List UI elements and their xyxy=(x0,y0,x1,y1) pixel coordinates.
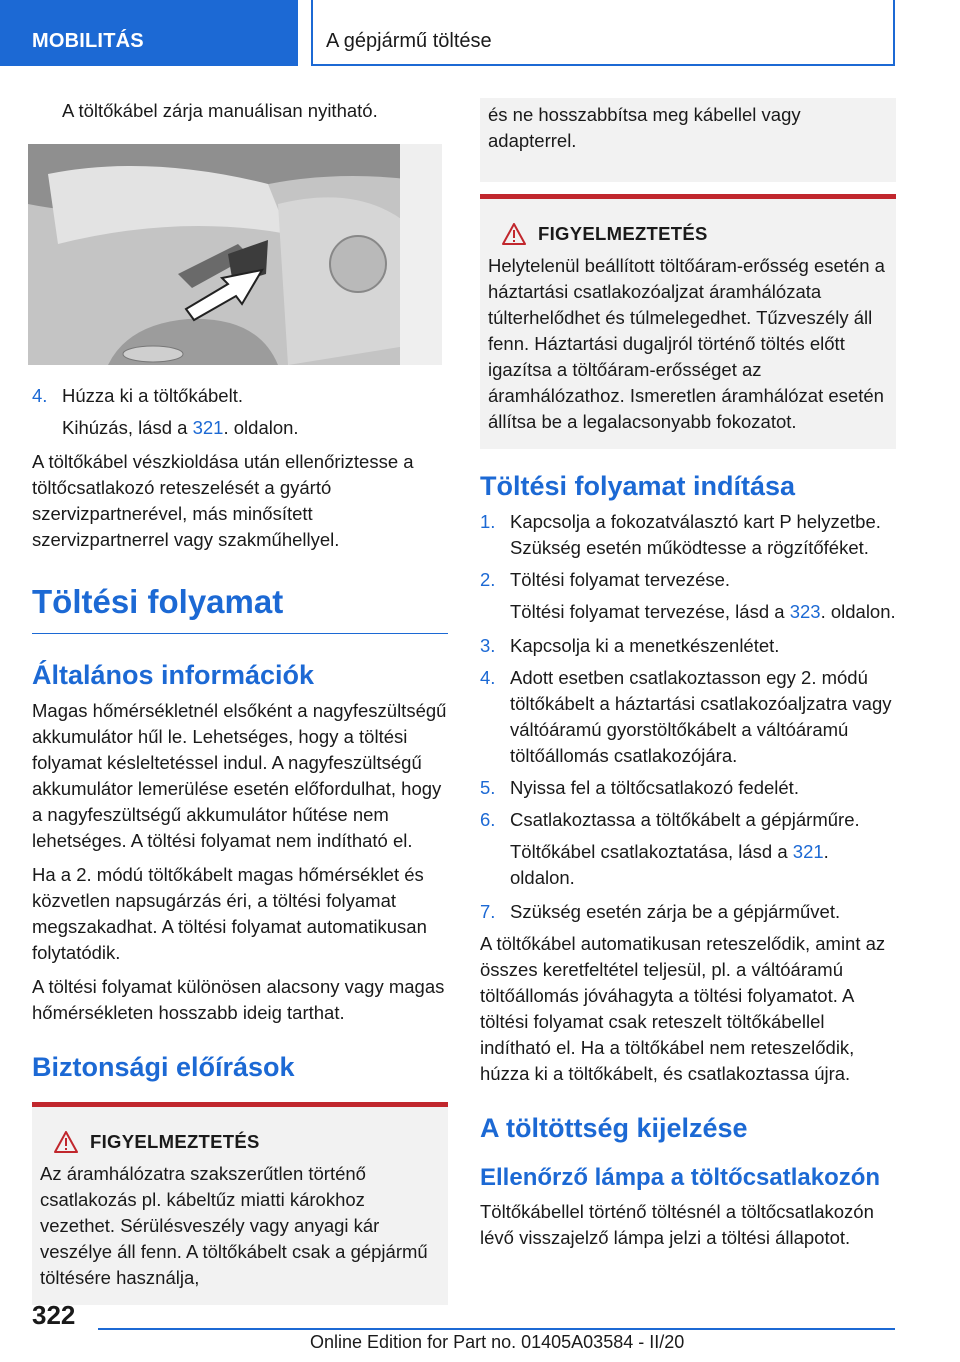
step-number: 1. xyxy=(480,511,496,532)
step-number: 2. xyxy=(480,569,496,590)
charging-port-photo xyxy=(28,144,442,365)
ref-text: . oldalon. xyxy=(820,601,896,622)
footer-rule xyxy=(98,1328,895,1330)
paragraph: A töltési folyamat különösen alacsony vagy magas hőmérsékleten hosszabb ideig tarthat. xyxy=(32,976,445,1023)
step-number: 3. xyxy=(480,635,496,656)
warning-text: és ne hosszabbítsa meg kábellel vagy adapterrel. xyxy=(488,104,801,151)
intro-text: A töltőkábel zárja manuálisan nyitható. xyxy=(62,100,378,121)
list-item xyxy=(480,633,896,659)
paragraph: A töltőkábel automatikusan reteszelődik, amint az összes keretfeltétel teljesül, pl. a váltóáramú töltőállomás jóváhagyta a töltési folyamatot. A töltési folyamat csak reteszelt töltőkábellel indítható el. Ha a töltőkábel nem reteszelődik, húzza ki a töltőkábelt, és csatlakoztassa újra. xyxy=(480,933,886,1084)
warning-text: Az áramhálózatra szakszerűtlen történő csatlakozás pl. kábeltűz miatti károkhoz vezethet. Sérülésveszély vagy anyagi kár veszélye áll fenn. A töltőkábelt csak a gépjármű töltésére használja, xyxy=(40,1163,428,1288)
step-text: Kapcsolja ki a menetkészenlétet. xyxy=(510,635,780,656)
cross-reference xyxy=(32,415,448,441)
step-number: 7. xyxy=(480,901,496,922)
warning-box xyxy=(32,1102,448,1305)
left-column xyxy=(32,98,448,1305)
paragraph: Ha a 2. módú töltőkábelt magas hőmérséklet és közvetlen napsugárzás éri, a töltési folyamat megszakadhat. A töltési folyamat automatikusan folytatódik. xyxy=(32,864,427,963)
warning-box xyxy=(480,194,896,449)
step-text: Csatlakoztassa a töltőkábelt a gépjárműre. xyxy=(510,809,860,830)
list-item xyxy=(480,899,896,925)
list-item xyxy=(480,509,896,561)
warning-title: FIGYELMEZTETÉS xyxy=(538,223,708,244)
list-item xyxy=(480,665,896,769)
header-underline xyxy=(311,64,895,66)
step-text: Kapcsolja a fokozatválasztó kart P helyzetbe. Szükség esetén működtesse a rögzítőféket. xyxy=(510,511,881,558)
warning-box-continued xyxy=(480,98,896,182)
list-item xyxy=(480,775,896,801)
section-tab: MOBILITÁS xyxy=(0,0,298,66)
subsection-heading: Általános információk xyxy=(32,660,315,690)
header-divider-right xyxy=(893,0,895,66)
list-item xyxy=(32,383,448,409)
paragraph: Töltőkábellel történő töltésnél a töltőcsatlakozón lévő visszajelző lámpa jelzi a töltési állapotot. xyxy=(480,1201,874,1248)
step-text: Töltési folyamat tervezése. xyxy=(510,569,731,590)
ref-text: Kihúzás, lásd a xyxy=(62,417,193,438)
step-number: 6. xyxy=(480,809,496,830)
step-number: 4. xyxy=(32,385,48,406)
subsection-heading: A töltöttség kijelzése xyxy=(480,1113,748,1143)
warning-title: FIGYELMEZTETÉS xyxy=(90,1131,260,1152)
warning-text: Helytelenül beállított töltőáram-erősség esetén a háztartási csatlakozóaljzat áramhálózata túlterhelődhet és túlmelegedhet. Tűzveszély áll fenn. Háztartási dugaljról történő töltés előtt igazítsa a töltőáram-erősséget az áramhálózathoz. Ismeretlen áramhálózat esetén állítsa be a legalacsonyabb fokozatot. xyxy=(488,255,885,432)
page-title: A gépjármű töltése xyxy=(326,30,492,52)
edition-note: Online Edition for Part no. 01405A03584 - II/20 xyxy=(310,1332,685,1352)
ref-text: . oldalon. xyxy=(510,841,829,888)
step-text: Húzza ki a töltőkábelt. xyxy=(62,385,243,406)
warning-header xyxy=(40,1129,440,1155)
step-number: 4. xyxy=(480,667,496,688)
subsection-heading: Biztonsági előírások xyxy=(32,1052,295,1082)
warning-triangle-icon xyxy=(54,1131,78,1153)
section-heading: Töltési folyamat xyxy=(32,583,448,634)
page-number: 322 xyxy=(32,1300,76,1330)
warning-triangle-icon xyxy=(502,223,526,245)
warning-header xyxy=(488,221,888,247)
ref-text: Töltési folyamat tervezése, lásd a xyxy=(510,601,790,622)
page-link[interactable]: 321 xyxy=(192,417,224,438)
step-text: Adott esetben csatlakoztasson egy 2. módú töltőkábelt a háztartási csatlakozóaljzatra vagy váltóáramú gyorstöltőkábelt a váltóáramú töltőállomás csatlakozójára. xyxy=(510,667,892,766)
paragraph: A töltőkábel vészkioldása után ellenőriztesse a töltőcsatlakozó reteszelését a gyártó szervizpartnerével, más minősített szervizpartnerrel vagy szakműhellyel. xyxy=(32,451,414,550)
page-link[interactable]: 323 xyxy=(789,601,821,622)
subsection-heading: Töltési folyamat indítása xyxy=(480,471,796,501)
right-column xyxy=(480,98,896,1259)
header-divider xyxy=(311,0,313,66)
list-item xyxy=(480,567,896,593)
page-link[interactable]: 321 xyxy=(792,841,824,862)
list-item xyxy=(480,807,896,833)
step-text: Szükség esetén zárja be a gépjárművet. xyxy=(510,901,841,922)
step-number: 5. xyxy=(480,777,496,798)
ref-text: Töltőkábel csatlakoztatása, lásd a xyxy=(510,841,793,862)
cross-reference xyxy=(480,599,896,625)
step-text: Nyissa fel a töltőcsatlakozó fedelét. xyxy=(510,777,799,798)
paragraph: Magas hőmérsékletnél elsőként a nagyfeszültségű akkumulátor hűl le. Lehetséges, hogy a töltési folyamat késleltetéssel indul. A nagyfeszültségű akkumulátor lemerülése esetén előfordulhat, hogy a nagyfeszültségű akkumulátor hűtése nem lehetséges. A töltési folyamat nem indítható el. xyxy=(32,700,447,851)
ref-text: . oldalon. xyxy=(223,417,299,438)
cross-reference xyxy=(480,839,896,891)
subsubsection-heading: Ellenőrző lámpa a töltőcsatlakozón xyxy=(480,1164,881,1191)
